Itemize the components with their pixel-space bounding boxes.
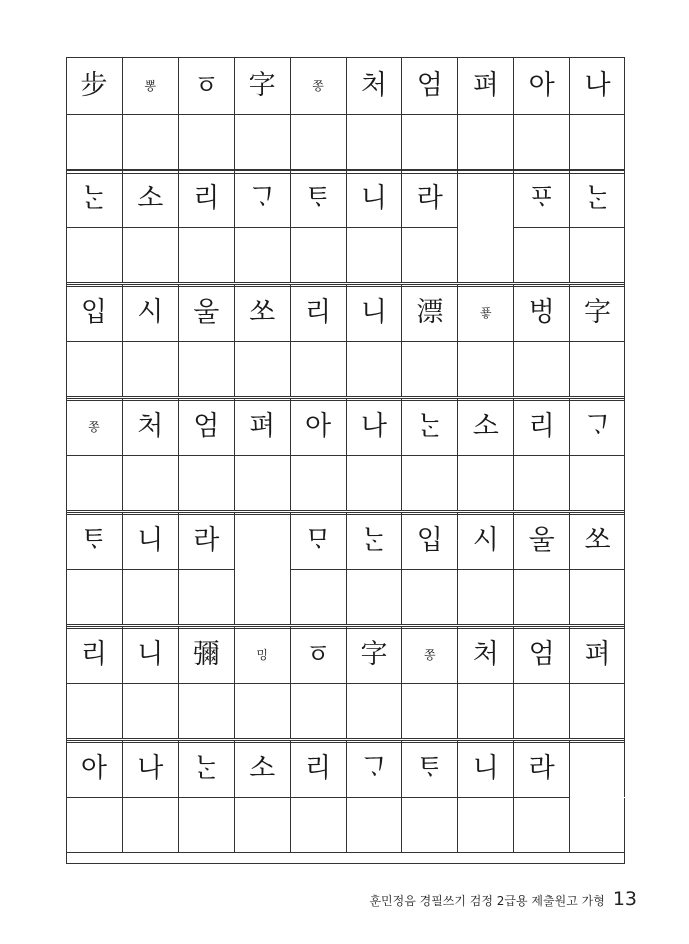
- practice-band: [66, 398, 625, 510]
- model-glyph: 처: [137, 411, 164, 442]
- model-glyph: 字: [360, 639, 388, 670]
- model-cell: [66, 398, 122, 455]
- model-glyph: 뽕: [144, 78, 157, 93]
- writing-cell: [122, 341, 178, 396]
- writing-cell: [569, 114, 625, 169]
- writing-cell: [290, 341, 346, 396]
- page-number: 13: [612, 888, 637, 910]
- practice-band: [66, 740, 625, 852]
- page-footer: [369, 888, 637, 910]
- model-cell: [66, 512, 122, 569]
- grid-rule: [66, 624, 625, 625]
- model-glyph: ᄂᆞᆫ: [80, 183, 107, 214]
- writing-cell: [457, 341, 513, 396]
- model-cell: [122, 398, 178, 455]
- model-glyph: ᄂᆞᆫ: [416, 411, 443, 442]
- model-cell: [66, 170, 122, 227]
- model-glyph: 쫑: [312, 78, 324, 93]
- writing-cell: [346, 227, 402, 282]
- grid-rule: [66, 569, 625, 570]
- writing-cell: [457, 569, 513, 624]
- writing-cell: [513, 455, 569, 510]
- model-cell: [513, 626, 569, 683]
- writing-cell: [513, 227, 569, 282]
- writing-cell: [234, 114, 290, 169]
- model-cell: [513, 398, 569, 455]
- model-glyph: 벙: [528, 297, 555, 328]
- model-cell: [346, 740, 402, 797]
- grid-rule: [66, 797, 625, 798]
- model-glyph: 쏘: [584, 525, 611, 556]
- model-glyph: 소: [249, 753, 276, 784]
- model-cell: [234, 284, 290, 341]
- model-cell: [66, 626, 122, 683]
- model-cell: [401, 398, 457, 455]
- writing-cell: [569, 683, 625, 738]
- model-glyph: 소: [137, 183, 164, 214]
- grid-rule: [66, 738, 625, 739]
- model-cell: [346, 626, 402, 683]
- model-cell: [178, 512, 234, 569]
- model-glyph: 처: [472, 639, 499, 670]
- writing-cell: [290, 683, 346, 738]
- writing-cell: [178, 227, 234, 282]
- writing-cell: [122, 569, 178, 624]
- model-glyph: 步: [80, 70, 108, 101]
- blank-cell-mask: [235, 569, 290, 570]
- writing-cell: [234, 683, 290, 738]
- model-cell: [234, 398, 290, 455]
- writing-cell: [401, 797, 457, 852]
- model-cell: [457, 512, 513, 569]
- writing-cell: [513, 797, 569, 852]
- blank-cell: [457, 170, 513, 227]
- model-glyph: ᄂᆞᆫ: [193, 753, 220, 784]
- model-glyph: ᄀᆞ: [584, 411, 611, 442]
- model-cell: [569, 170, 625, 227]
- writing-cell: [457, 455, 513, 510]
- model-cell: [457, 398, 513, 455]
- model-cell: [401, 170, 457, 227]
- writing-cell: [290, 797, 346, 852]
- model-glyph: 시: [137, 297, 164, 328]
- model-cell: [346, 170, 402, 227]
- writing-cell: [178, 114, 234, 169]
- writing-cell: [569, 341, 625, 396]
- writing-cell: [234, 797, 290, 852]
- model-cell: [569, 398, 625, 455]
- model-glyph: ᄀᆞ: [249, 183, 276, 214]
- writing-cell: [346, 114, 402, 169]
- model-cell: [569, 626, 625, 683]
- model-glyph: 나: [137, 753, 164, 784]
- model-glyph: 리: [304, 297, 332, 328]
- writing-cell: [346, 569, 402, 624]
- grid-rule: [66, 510, 625, 511]
- grid-rule: [66, 57, 625, 58]
- grid-rule: [66, 512, 625, 513]
- writing-cell: [234, 227, 290, 282]
- model-cell: [290, 740, 346, 797]
- model-cell: [178, 740, 234, 797]
- model-glyph: ᄆᆞ: [304, 525, 332, 556]
- grid-rule: [66, 740, 625, 741]
- writing-cell: [66, 227, 122, 282]
- model-glyph: 펴: [249, 411, 276, 442]
- grid-rule: [66, 852, 625, 853]
- grid-rule: [66, 282, 625, 283]
- blank-cell: [234, 512, 290, 569]
- model-cell: [234, 740, 290, 797]
- grid-rule: [66, 341, 625, 342]
- model-cell: [178, 398, 234, 455]
- blank-cell: [457, 227, 513, 282]
- model-cell: [234, 626, 290, 683]
- model-cell: [401, 740, 457, 797]
- model-cell: [66, 740, 122, 797]
- grid-rule: [66, 455, 625, 456]
- model-glyph: 푷: [479, 305, 492, 320]
- model-cell: [234, 57, 290, 114]
- model-glyph: 니: [137, 525, 164, 556]
- writing-cell: [401, 227, 457, 282]
- model-cell: [178, 284, 234, 341]
- writing-cell: [178, 569, 234, 624]
- writing-cell: [178, 797, 234, 852]
- writing-cell: [513, 569, 569, 624]
- model-cell: [122, 57, 178, 114]
- footer-title: 훈민정음 경필쓰기 검정 2급용 제출원고 가형: [369, 894, 605, 908]
- model-cell: [66, 57, 122, 114]
- writing-cell: [122, 455, 178, 510]
- writing-cell: [66, 797, 122, 852]
- model-glyph: 처: [360, 70, 387, 101]
- model-cell: [122, 626, 178, 683]
- model-glyph: 나: [584, 70, 611, 101]
- model-glyph: 라: [193, 525, 220, 556]
- writing-cell: [513, 114, 569, 169]
- writing-cell: [346, 341, 402, 396]
- model-cell: [513, 740, 569, 797]
- model-glyph: 입: [80, 297, 107, 328]
- model-cell: [513, 512, 569, 569]
- blank-cell-mask: [570, 797, 625, 798]
- writing-cell: [513, 683, 569, 738]
- model-glyph: 엄: [528, 639, 555, 670]
- model-glyph: ᄐᆞ: [416, 753, 443, 784]
- writing-cell: [457, 114, 513, 169]
- model-cell: [346, 284, 402, 341]
- model-glyph: 펴: [472, 70, 499, 101]
- writing-cell: [290, 455, 346, 510]
- writing-cell: [178, 683, 234, 738]
- model-cell: [457, 57, 513, 114]
- model-cell: [513, 170, 569, 227]
- model-glyph: 字: [584, 297, 612, 328]
- model-glyph: 니: [360, 183, 387, 214]
- grid-rule: [66, 170, 625, 171]
- model-glyph: 시: [472, 525, 499, 556]
- model-glyph: 나: [360, 411, 387, 442]
- writing-cell: [178, 455, 234, 510]
- writing-cell: [346, 797, 402, 852]
- grid-rule: [66, 683, 625, 684]
- writing-cell: [401, 455, 457, 510]
- model-cell: [513, 57, 569, 114]
- grid-rule: [66, 863, 625, 864]
- writing-cell: [569, 455, 625, 510]
- model-glyph: ㆆ: [193, 70, 220, 101]
- model-cell: [290, 398, 346, 455]
- writing-cell: [457, 797, 513, 852]
- model-glyph: ᄐᆞ: [80, 525, 107, 556]
- model-cell: [569, 57, 625, 114]
- model-glyph: ㆆ: [304, 639, 332, 670]
- model-cell: [346, 57, 402, 114]
- blank-cell: [569, 797, 625, 852]
- model-cell: [401, 512, 457, 569]
- model-cell: [178, 170, 234, 227]
- writing-cell: [234, 455, 290, 510]
- grid-rule: [66, 284, 625, 285]
- writing-cell: [66, 683, 122, 738]
- writing-cell: [513, 341, 569, 396]
- model-glyph: 울: [528, 525, 555, 556]
- model-cell: [569, 512, 625, 569]
- writing-cell: [122, 227, 178, 282]
- writing-cell: [122, 114, 178, 169]
- practice-band: [66, 170, 625, 282]
- model-glyph: 리: [528, 411, 555, 442]
- writing-cell: [290, 569, 346, 624]
- writing-cell: [346, 455, 402, 510]
- writing-cell: [401, 683, 457, 738]
- model-glyph: 漂: [416, 297, 444, 328]
- model-glyph: 펴: [584, 639, 611, 670]
- writing-cell: [122, 683, 178, 738]
- writing-cell: [401, 341, 457, 396]
- writing-cell: [346, 683, 402, 738]
- model-glyph: ᄐᆞ: [304, 183, 332, 214]
- model-glyph: 리: [193, 183, 220, 214]
- model-glyph: ᄑᆞ: [528, 183, 555, 214]
- model-cell: [122, 740, 178, 797]
- model-cell: [122, 284, 178, 341]
- model-glyph: 彌: [192, 639, 220, 670]
- grid-rule: [66, 227, 625, 228]
- writing-cell: [178, 341, 234, 396]
- model-cell: [401, 284, 457, 341]
- grid-rule: [66, 396, 625, 397]
- model-cell: [290, 512, 346, 569]
- writing-cell: [66, 455, 122, 510]
- model-cell: [457, 284, 513, 341]
- model-glyph: 아: [304, 411, 332, 442]
- model-glyph: 아: [528, 70, 555, 101]
- blank-cell-mask: [458, 227, 513, 228]
- writing-cell: [569, 227, 625, 282]
- writing-cell: [290, 114, 346, 169]
- model-glyph: ᄂᆞᆫ: [360, 525, 387, 556]
- model-glyph: 니: [137, 639, 164, 670]
- model-cell: [513, 284, 569, 341]
- model-glyph: 밍: [256, 647, 268, 662]
- writing-cell: [401, 114, 457, 169]
- model-cell: [234, 170, 290, 227]
- model-cell: [401, 57, 457, 114]
- practice-band: [66, 284, 625, 396]
- writing-cell: [569, 569, 625, 624]
- practice-band: [66, 512, 625, 624]
- blank-cell: [569, 740, 625, 797]
- model-cell: [122, 170, 178, 227]
- model-cell: [346, 512, 402, 569]
- model-cell: [401, 626, 457, 683]
- blank-cell: [234, 569, 290, 624]
- model-cell: [290, 284, 346, 341]
- model-glyph: 니: [360, 297, 387, 328]
- practice-band: [66, 57, 625, 169]
- model-cell: [122, 512, 178, 569]
- model-cell: [290, 626, 346, 683]
- model-glyph: 소: [472, 411, 499, 442]
- model-glyph: 엄: [416, 70, 443, 101]
- writing-cell: [66, 569, 122, 624]
- model-cell: [457, 626, 513, 683]
- model-glyph: 아: [80, 753, 107, 784]
- model-glyph: ᄂᆞᆫ: [584, 183, 611, 214]
- writing-cell: [66, 114, 122, 169]
- model-glyph: 리: [304, 753, 332, 784]
- model-cell: [457, 740, 513, 797]
- writing-practice-sheet: [66, 57, 625, 863]
- model-glyph: 라: [528, 753, 555, 784]
- grid-rule: [66, 114, 625, 115]
- model-cell: [290, 57, 346, 114]
- writing-cell: [401, 569, 457, 624]
- model-cell: [178, 626, 234, 683]
- model-glyph: 엄: [193, 411, 220, 442]
- model-glyph: 리: [80, 639, 107, 670]
- model-cell: [290, 170, 346, 227]
- writing-cell: [457, 683, 513, 738]
- writing-cell: [66, 341, 122, 396]
- model-cell: [346, 398, 402, 455]
- model-glyph: 니: [472, 753, 499, 784]
- model-glyph: 울: [193, 297, 220, 328]
- model-glyph: 쏘: [249, 297, 276, 328]
- model-glyph: 쫑: [88, 419, 100, 434]
- model-glyph: 字: [248, 70, 276, 101]
- practice-band: [66, 626, 625, 738]
- writing-cell: [122, 797, 178, 852]
- model-cell: [66, 284, 122, 341]
- model-cell: [569, 284, 625, 341]
- grid-rule: [66, 626, 625, 627]
- model-cell: [178, 57, 234, 114]
- model-glyph: 입: [416, 525, 443, 556]
- model-glyph: ᄀᆞ: [360, 753, 387, 784]
- model-glyph: 라: [416, 183, 443, 214]
- model-glyph: 쫑: [424, 647, 436, 662]
- writing-cell: [234, 341, 290, 396]
- writing-cell: [290, 227, 346, 282]
- grid-rule: [66, 398, 625, 399]
